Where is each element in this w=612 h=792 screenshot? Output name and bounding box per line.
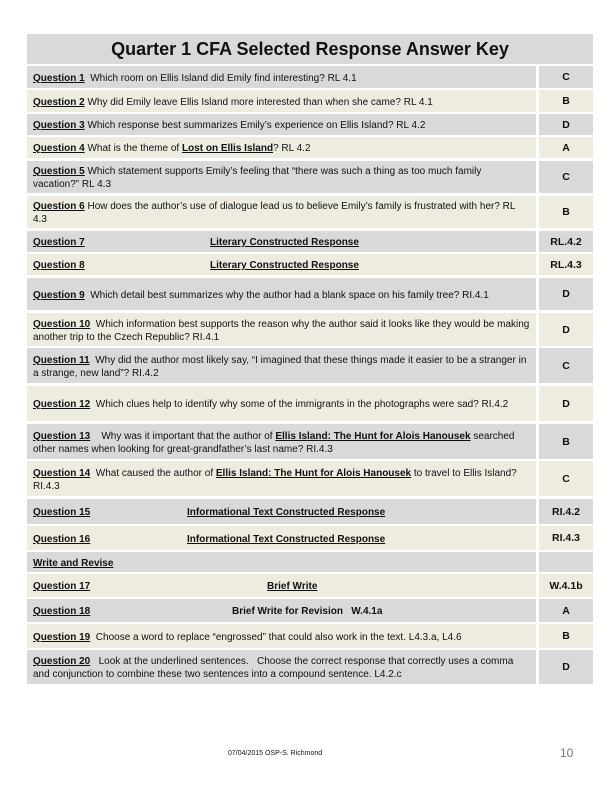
question-cell [27, 552, 536, 572]
answer-cell: D [539, 278, 593, 310]
question-label: Question 17 [33, 581, 91, 592]
page-number: 10 [560, 746, 574, 760]
question-cell [27, 196, 536, 228]
question-label: Write and Revise [33, 557, 114, 569]
answer-cell: D [539, 313, 593, 346]
question-label: Question 15 [33, 507, 91, 518]
question-label: Question 6 [33, 201, 85, 212]
table-row [27, 231, 593, 252]
answer-cell: B [539, 624, 593, 648]
question-text: Choose a word to replace “engrossed” that could also work in the text. L4.3.a, L4.6 [90, 631, 462, 643]
table-row [27, 114, 593, 135]
question-cell [27, 348, 536, 383]
answer-cell: RI.4.2 [539, 499, 593, 524]
question-label: Question 3 [33, 120, 85, 131]
table-row [27, 526, 593, 550]
table-row [27, 66, 593, 88]
question-cell [27, 526, 536, 550]
answer-cell: RL.4.2 [539, 231, 593, 252]
question-cell [27, 574, 536, 597]
response-type: Informational Text Constructed Response [187, 533, 386, 545]
question-cell [27, 231, 536, 252]
question-text-continued: ? RL 4.2 [273, 143, 311, 154]
question-cell [27, 461, 536, 496]
table-row [27, 386, 593, 421]
text-title: Ellis Island: The Hunt for Alois Hanousek [215, 467, 412, 479]
question-text: Which room on Ellis Island did Emily find interesting? RL 4.1 [84, 72, 357, 84]
question-text: Which statement supports Emily’s feeling that “there was such a thing as too much family vacation?” RL 4.3 [33, 166, 485, 190]
response-type: Literary Constructed Response [210, 237, 359, 248]
response-type: Informational Text Constructed Response [187, 507, 386, 518]
answer-cell: W.4.1b [539, 574, 593, 597]
question-text: Why did the author most likely say, “I imagined that these things made it easier to be a stranger in a strange, new land”? RI.4.2 [33, 354, 530, 379]
question-text: What caused the author of [90, 467, 216, 479]
question-cell [27, 313, 536, 346]
table-row [27, 137, 593, 158]
question-label: Question 1 [33, 72, 85, 84]
table-row [27, 552, 593, 572]
page-title: Quarter 1 CFA Selected Response Answer Key [27, 34, 593, 64]
question-cell [27, 66, 536, 88]
table-row [27, 574, 593, 597]
question-text: Why was it important that the author of [90, 430, 276, 442]
table-row [27, 90, 593, 112]
answer-cell: B [539, 196, 593, 228]
question-cell [27, 137, 536, 158]
table-row [27, 499, 593, 524]
question-text: Why did Emily leave Ellis Island more interested than when she came? RL 4.1 [84, 96, 433, 108]
table-row [27, 650, 593, 684]
table-row [27, 161, 593, 193]
response-type: Literary Constructed Response [210, 260, 359, 271]
question-cell [27, 624, 536, 648]
question-label: Question 9 [33, 289, 85, 301]
answer-cell: B [539, 424, 593, 459]
question-cell [27, 499, 536, 524]
text-title: Lost on Ellis Island [181, 143, 274, 154]
question-cell [27, 161, 536, 193]
question-text-continued: searched other names when looking for great-grandfather’s last name? RI.4.3 [33, 430, 518, 455]
table-row [27, 313, 593, 346]
table-row [27, 461, 593, 496]
table-row [27, 348, 593, 383]
table-row [27, 599, 593, 622]
table-row [27, 254, 593, 275]
table-row [27, 196, 593, 228]
question-cell [27, 650, 536, 684]
answer-cell: RL.4.3 [539, 254, 593, 275]
answer-cell: B [539, 90, 593, 112]
answer-cell: C [539, 461, 593, 496]
answer-cell: A [539, 137, 593, 158]
question-label: Question 7 [33, 237, 85, 248]
text-title: Ellis Island: The Hunt for Alois Hanousek [275, 430, 471, 442]
response-type: Brief Write [267, 581, 318, 592]
question-text: How does the author’s use of dialogue lead us to believe Emily’s family is frustrated with her? RL 4.3 [33, 201, 518, 225]
question-label: Question 20 [33, 656, 91, 667]
answer-cell: D [539, 114, 593, 135]
question-cell [27, 424, 536, 459]
question-text: Which response best summarizes Emily’s experience on Ellis Island? RL 4.2 [84, 120, 426, 131]
footer-text: 07/04/2015 OSP-S. Richmond [228, 750, 323, 757]
question-label: Question 11 [33, 354, 90, 366]
answer-cell: C [539, 348, 593, 383]
answer-cell: A [539, 599, 593, 622]
table-row [27, 424, 593, 459]
question-text: Which information best supports the reason why the author said it looks like they would be making another trip to the Czech Republic? RI.4.1 [33, 318, 533, 343]
answer-cell: RI.4.3 [539, 526, 593, 550]
question-text: What is the theme of [84, 143, 182, 154]
question-label: Question 18 [33, 606, 91, 617]
question-text: Look at the underlined sentences. Choose the correct response that correctly uses a comma and conjunction to combine these two sentences into a compound sentence. L4.2.c [33, 656, 517, 680]
question-label: Question 14 [33, 467, 91, 479]
table-row [27, 624, 593, 648]
question-label: Question 5 [33, 166, 85, 177]
response-type: Brief Write for Revision W.4.1a [232, 606, 383, 617]
question-label: Question 16 [33, 533, 91, 545]
question-label: Question 10 [33, 318, 91, 330]
question-text-continued: to travel to Ellis Island? RI.4.3 [33, 467, 523, 492]
question-cell [27, 386, 536, 421]
question-label: Question 12 [33, 399, 91, 410]
question-cell [27, 599, 536, 622]
table-row [27, 278, 593, 310]
question-label: Question 19 [33, 631, 91, 643]
question-cell [27, 278, 536, 310]
question-label: Question 4 [33, 143, 85, 154]
answer-cell [539, 552, 593, 572]
answer-cell: D [539, 386, 593, 421]
question-label: Question 13 [33, 430, 91, 442]
question-label: Question 2 [33, 96, 85, 108]
answer-cell: C [539, 66, 593, 88]
question-cell [27, 90, 536, 112]
answer-cell: C [539, 161, 593, 193]
question-text: Which clues help to identify why some of the immigrants in the photographs were sad? RI.4.2 [90, 399, 509, 410]
question-label: Question 8 [33, 260, 85, 271]
question-cell [27, 254, 536, 275]
question-cell [27, 114, 536, 135]
question-text: Which detail best summarizes why the author had a blank space on his family tree? RI.4.1 [84, 289, 489, 301]
answer-cell: D [539, 650, 593, 684]
